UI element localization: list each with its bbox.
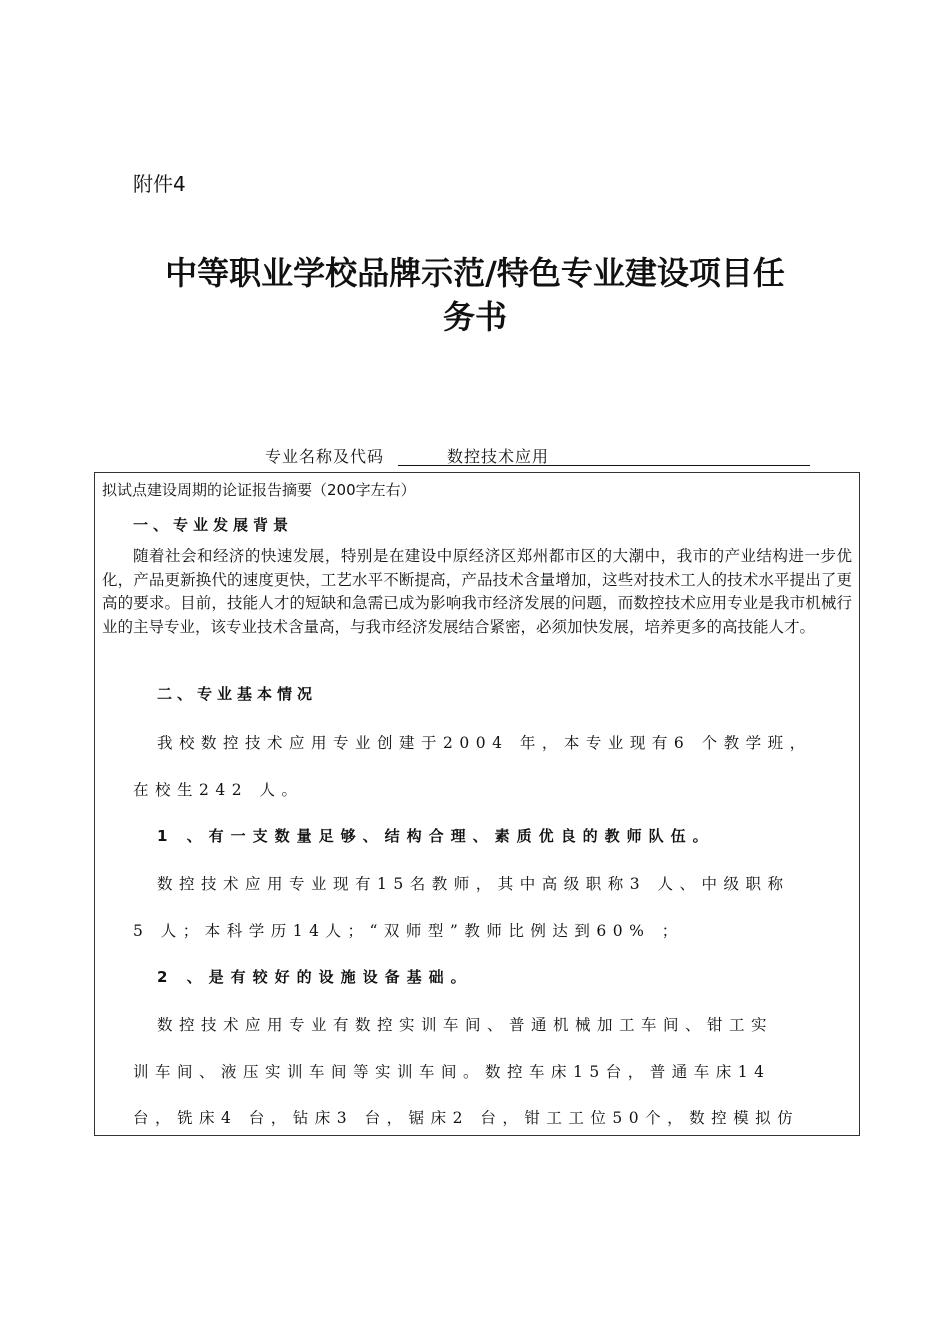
attachment-label: 附件4 xyxy=(133,172,186,196)
body-line: 在校生242 人。 xyxy=(133,781,304,799)
body-line: 训车间、液压实训车间等实训车间。数控车床15台，普通车床14 xyxy=(133,1063,771,1081)
section1-heading: 一、专业发展背景 xyxy=(133,516,294,534)
body-line: 数控技术应用专业现有15名教师，其中高级职称3 人、中级职称 xyxy=(157,875,790,893)
section1-paragraph: 随着社会和经济的快速发展，特别是在建设中原经济区郑州都市区的大潮中，我市的产业结构进一步优化，产品更新换代的速度更快，工艺水平不断提高，产品技术含量增加，这些对技术工人的技术水平提出了更高的要求。目前，技能人才的短缺和急需已成为影响我市经济发展的问题，而数控技术应用专业是我市机械行业的主导专业，该专业技术含量高，与我市经济发展结合紧密，必须加快发展，培养更多的高技能人才。 xyxy=(102,547,852,636)
section2-heading: 二、专业基本情况 xyxy=(157,685,318,703)
item1-heading: 1 、有一支数量足够、结构合理、素质优良的教师队伍。 xyxy=(157,827,715,845)
major-name-label: 专业名称及代码 xyxy=(265,447,385,466)
document-title-line1: 中等职业学校品牌示范/特色专业建设项目任 xyxy=(165,254,785,292)
item2-heading: 2 、是有较好的设施设备基础。 xyxy=(157,968,473,986)
body-line: 5 人；本科学历14人；“双师型”教师比例达到60% ； xyxy=(133,922,684,940)
summary-box-heading: 拟试点建设周期的论证报告摘要（200字左右） xyxy=(102,481,416,499)
body-line: 我校数控技术应用专业创建于2004 年，本专业现有6 个教学班， xyxy=(157,734,812,752)
body-line: 数控技术应用专业有数控实训车间、普通机械加工车间、钳工实 xyxy=(157,1016,774,1034)
major-name-value: 数控技术应用 xyxy=(447,447,550,466)
document-title-line2: 务书 xyxy=(442,298,507,336)
summary-box xyxy=(94,472,860,1136)
body-line: 台，铣床4 台，钻床3 台，锯床2 台，钳工工位50个，数控模拟仿 xyxy=(133,1109,800,1127)
major-name-row xyxy=(265,444,810,466)
